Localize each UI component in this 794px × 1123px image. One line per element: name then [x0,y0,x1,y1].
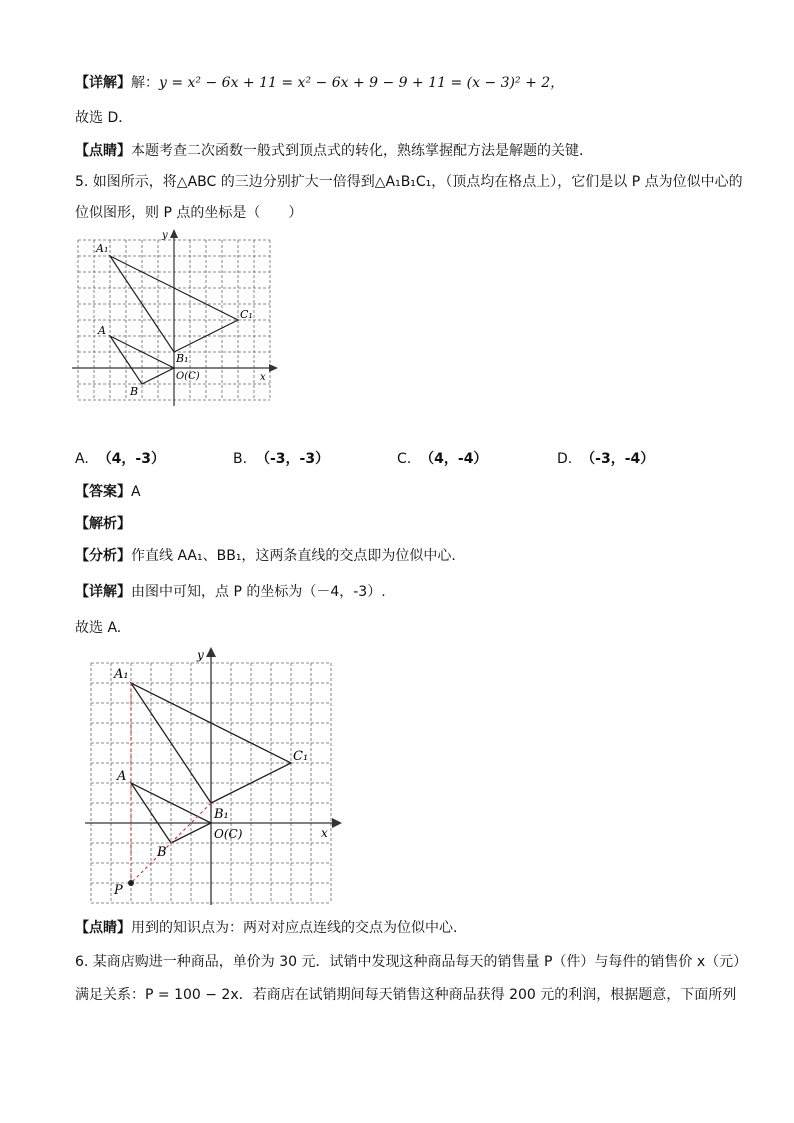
detail-line [75,73,564,93]
label-p-large: P [114,883,123,898]
label-x-large: x [321,826,328,840]
label-a1: A₁ [96,242,109,255]
label-c1-large: C₁ [293,749,309,764]
option-b: B. （-3，-3） [233,451,330,467]
label-x: x [260,372,266,383]
answer-line: 【答案】A [75,484,141,500]
q6-stem-1: 6. 某商店购进一种商品，单价为 30 元．试销中发现这种商品每天的销售量 P（件）与每件的销售价 x（元） [75,954,748,970]
analysis-line: 【解析】 [75,516,131,532]
q6-stem-2: 满足关系：P = 100 − 2x．若商店在试销期间每天销售这种商品获得 200 元的利润，根据题意，下面所列 [75,987,737,1003]
dianjing2-line: 【点睛】用到的知识点为：两对对应点连线的交点为位似中心. [75,920,458,936]
formula: y = x² − 6x + 11 = x² − 6x + 9 − 9 + 11 = (x − 3)² + 2， [159,75,565,91]
label-b1: B₁ [176,352,189,365]
tag-dianjing: 【点睛】 [75,143,131,159]
y-arrow [170,229,178,238]
choose-a: 故选 A. [75,620,122,636]
label-y: y [162,230,168,241]
label-o-large: O(C) [214,827,243,841]
x-arrow [269,364,278,372]
option-a: A. （4，-3） [75,451,165,467]
label-b: B [130,385,139,398]
q5-stem-1: 5. 如图所示，将△ABC 的三边分别扩大一倍得到△A₁B₁C₁，（顶点均在格点上），它们是以 P 点为位似中心的 [75,174,743,190]
dianjing-text: 本题考查二次函数一般式到顶点式的转化，熟练掌握配方法是解题的关键． [131,143,593,159]
q5-stem-2: 位似图形，则 P 点的坐标是（ ） [75,205,303,221]
label-y-large: y [197,648,204,662]
option-d: D. （-3，-4） [557,451,655,467]
label-a: A [98,324,106,337]
label-a1-large: A₁ [114,667,129,682]
y-arrow-large [206,647,216,657]
label-c1: C₁ [240,308,253,321]
figure-small [70,228,285,408]
label-b-large: B [157,845,167,860]
solution-prefix: 解： [131,75,159,91]
xiangjie-line: 【详解】由图中可知，点 P 的坐标为（－4，-3）. [75,584,386,600]
choose-d: 故选 D． [75,110,133,126]
dianjing-line [75,141,593,161]
option-c: C. （4，-4） [397,451,488,467]
x-arrow-large [332,818,342,828]
tag-detail: 【详解】 [75,75,131,91]
point-p [128,880,134,886]
label-b1-large: B₁ [214,807,229,822]
figure-large [85,645,350,907]
label-o: O(C) [176,371,200,382]
fenxi-line: 【分析】作直线 AA₁、BB₁，这两条直线的交点即为位似中心. [75,548,456,564]
label-a-large: A [117,769,127,784]
